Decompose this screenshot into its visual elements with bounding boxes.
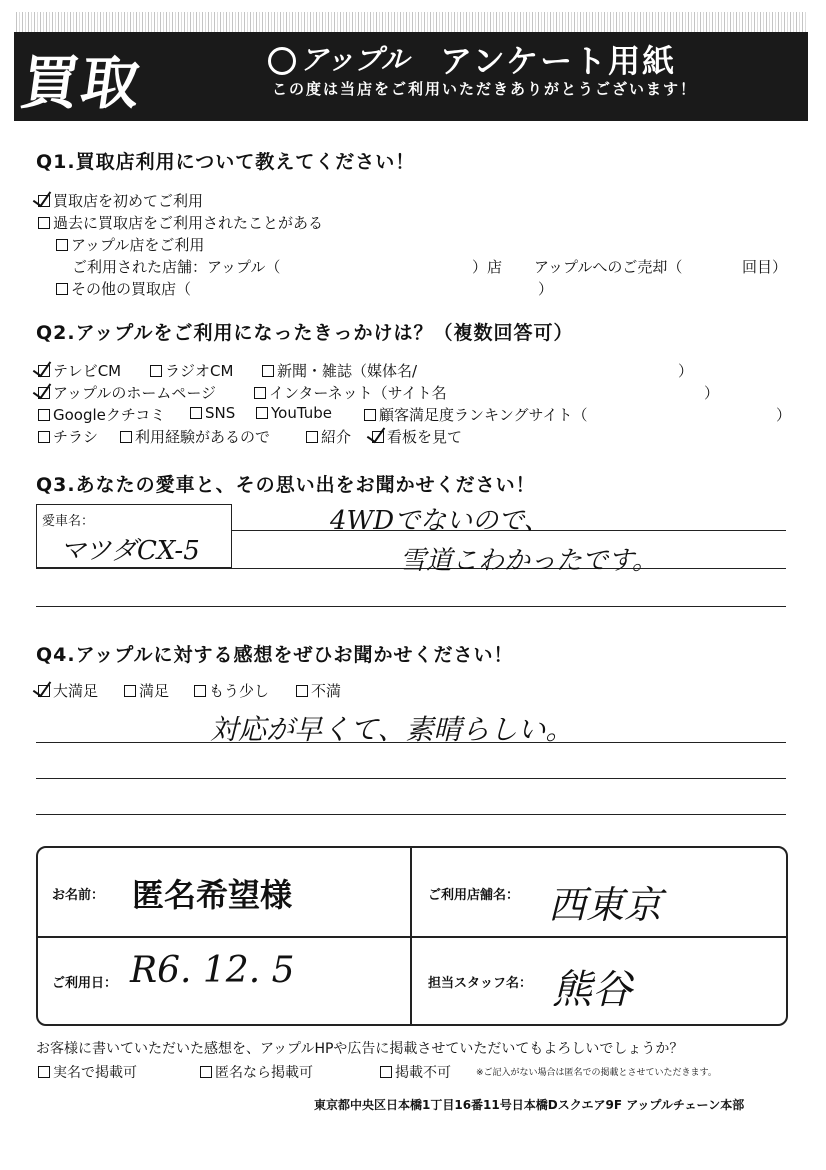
- q1-opt-other[interactable]: その他の買取店（: [56, 278, 191, 299]
- q1-title: Q1.買取店利用について教えてください！: [36, 151, 416, 173]
- store-value[interactable]: 西東京: [548, 883, 663, 927]
- checkbox[interactable]: [190, 407, 202, 419]
- q2-opt-radio[interactable]: ラジオCM: [150, 360, 233, 381]
- name-label: お名前：: [52, 888, 105, 903]
- consent-real[interactable]: 実名で掲載可: [38, 1062, 137, 1082]
- checkbox[interactable]: [38, 409, 50, 421]
- apple-circle-icon: [268, 47, 296, 75]
- q1-opt-past[interactable]: 過去に買取店をご利用されたことがある: [38, 212, 323, 233]
- checkbox[interactable]: [262, 365, 274, 377]
- checkbox-checked[interactable]: [372, 431, 384, 443]
- staff-value[interactable]: 熊谷: [552, 967, 632, 1013]
- q4-line-3: [36, 814, 786, 815]
- q2-news-close: ）: [678, 362, 694, 380]
- form-title: アンケート用紙: [440, 42, 677, 80]
- q1-store-prefix: ご利用された店舗：アップル（: [72, 258, 281, 276]
- checkbox[interactable]: [200, 1066, 212, 1078]
- q2-opt-homepage[interactable]: アップルのホームページ: [38, 382, 216, 403]
- q1-opt-first[interactable]: 買取店を初めてご利用: [38, 190, 203, 211]
- q2-title: Q2.アップルをご利用になったきっかけは？（複数回答可）: [36, 322, 574, 344]
- checkbox[interactable]: [380, 1066, 392, 1078]
- q2-opt-signboard[interactable]: 看板を見て: [372, 426, 462, 447]
- name-value[interactable]: 匿名希望様: [132, 876, 293, 914]
- checkbox[interactable]: [364, 409, 376, 421]
- q4-opt-very[interactable]: 大満足: [38, 680, 98, 701]
- info-vertical-divider: [410, 846, 412, 1024]
- q2-opt-internet[interactable]: インターネット（サイト名: [254, 382, 447, 403]
- consent-no[interactable]: 掲載不可: [380, 1062, 451, 1082]
- checkbox-checked[interactable]: [38, 685, 50, 697]
- q2-opt-ranking[interactable]: 顧客満足度ランキングサイト（: [364, 404, 588, 425]
- car-memory-line-1[interactable]: 4WDでないので、: [330, 506, 550, 536]
- car-name-value[interactable]: マツダCX-5: [60, 536, 200, 566]
- consent-question: お客様に書いていただいた感想を、アップルHPや広告に掲載させていただいてもよろしいでしょうか？: [36, 1041, 684, 1057]
- apple-logo-text: アップル: [300, 43, 409, 76]
- q2-opt-news[interactable]: 新聞・雑誌（媒体名/: [262, 360, 417, 381]
- checkbox[interactable]: [56, 239, 68, 251]
- q2-internet-close: ）: [704, 384, 720, 402]
- q4-opt-satisfied[interactable]: 満足: [124, 680, 169, 701]
- checkbox[interactable]: [306, 431, 318, 443]
- checkbox-checked[interactable]: [38, 365, 50, 377]
- footer-address: 東京都中央区日本橋1丁目16番11号日本橋Dスクエア9F アップルチェーン本部: [314, 1098, 745, 1112]
- checkbox[interactable]: [256, 407, 268, 419]
- checkbox[interactable]: [150, 365, 162, 377]
- q2-opt-youtube[interactable]: YouTube: [256, 404, 332, 422]
- checkbox-checked[interactable]: [38, 387, 50, 399]
- q4-comment[interactable]: 対応が早くて、素晴らしい。: [210, 713, 574, 746]
- car-memory-line-2[interactable]: 雪道こわかったです。: [400, 546, 658, 576]
- store-label: ご利用店舗名：: [428, 888, 520, 903]
- q2-opt-intro[interactable]: 紹介: [306, 426, 351, 447]
- consent-anon[interactable]: 匿名なら掲載可: [200, 1062, 313, 1082]
- form-subtitle: この度は当店をご利用いただきありがとうございます！: [272, 80, 698, 98]
- date-value[interactable]: R6. 12. 5: [130, 950, 295, 991]
- q2-opt-sns[interactable]: SNS: [190, 404, 235, 422]
- q1-sold-prefix: アップルへのご売却（: [534, 258, 683, 276]
- checkbox[interactable]: [38, 217, 50, 229]
- checkbox-checked[interactable]: [38, 195, 50, 207]
- q2-opt-flyer[interactable]: チラシ: [38, 426, 98, 447]
- info-horizontal-divider: [36, 936, 786, 938]
- kaitori-logo: 買取: [16, 49, 147, 117]
- q1-other-close: ）: [538, 280, 554, 298]
- date-label: ご利用日：: [52, 976, 118, 991]
- apple-logo: [268, 38, 409, 78]
- q3-line-3: [36, 606, 786, 607]
- q2-ranking-close: ）: [776, 406, 792, 424]
- q1-store-suffix: ）店: [472, 258, 503, 276]
- q4-line-2: [36, 778, 786, 779]
- q1-opt-apple[interactable]: アップル店をご利用: [56, 234, 204, 255]
- q3-title: Q3.あなたの愛車と、その思い出をお聞かせください！: [36, 474, 536, 496]
- consent-note: ※ご記入がない場合は匿名での掲載とさせていただきます。: [476, 1068, 717, 1078]
- q2-opt-tv[interactable]: テレビCM: [38, 360, 121, 381]
- q4-opt-little[interactable]: もう少し: [194, 680, 269, 701]
- q2-opt-google[interactable]: Googleクチコミ: [38, 404, 165, 425]
- checkbox[interactable]: [56, 283, 68, 295]
- checkbox[interactable]: [38, 1066, 50, 1078]
- q1-sold-suffix: 回目）: [742, 258, 788, 276]
- checkbox[interactable]: [120, 431, 132, 443]
- q4-opt-unsatisfied[interactable]: 不満: [296, 680, 341, 701]
- checkbox[interactable]: [254, 387, 266, 399]
- checkbox[interactable]: [194, 685, 206, 697]
- header-speckle: [14, 12, 808, 32]
- q4-title: Q4.アップルに対する感想をぜひお聞かせください！: [36, 644, 514, 666]
- checkbox[interactable]: [124, 685, 136, 697]
- car-name-label: 愛車名：: [42, 514, 95, 529]
- q2-opt-experience[interactable]: 利用経験があるので: [120, 426, 270, 447]
- checkbox[interactable]: [296, 685, 308, 697]
- staff-label: 担当スタッフ名：: [428, 976, 533, 991]
- checkbox[interactable]: [38, 431, 50, 443]
